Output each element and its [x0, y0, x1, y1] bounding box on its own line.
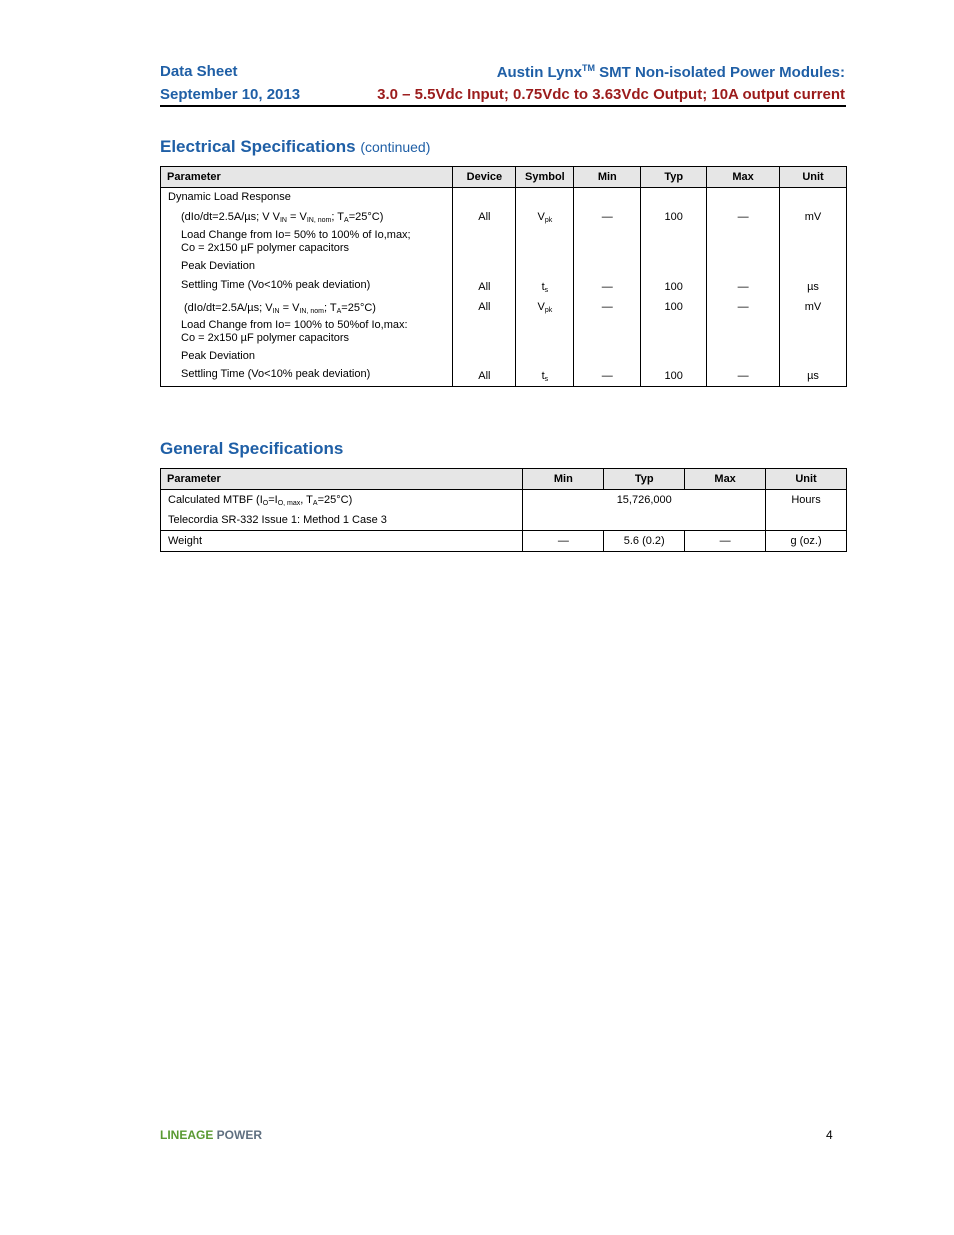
mtbf-unit-cell: [766, 490, 847, 531]
col-header-max: Max: [685, 469, 766, 490]
page-number: 4: [826, 1128, 833, 1142]
mtbf-value-cell: [523, 490, 766, 531]
col-header-max: Max: [707, 167, 780, 188]
doc-date: September 10, 2013: [160, 86, 301, 103]
col-header-min: Min: [523, 469, 604, 490]
param-condition-2: (dIo/dt=2.5A/µs; $V_{IN} = V_{IN, nom}$; $T_A=25^\circ C$): [184, 302, 376, 315]
mtbf-parameter-cell: [161, 490, 523, 531]
min-cell: [574, 188, 641, 387]
param-load-1b: Co = 2x150 µF polymer capacitors: [181, 242, 350, 254]
col-header-unit: Unit: [780, 167, 847, 188]
max-value: —: [737, 301, 749, 313]
symbol-value: $V_{pk}$: [537, 211, 553, 224]
electrical-spec-table: [160, 166, 847, 387]
electrical-section-title: Electrical Specifications (continued): [160, 137, 431, 156]
max-cell: [707, 188, 780, 387]
col-header-min: Min: [574, 167, 641, 188]
min-value: —: [601, 211, 613, 223]
footer-brand-lineage: LINEAGE: [160, 1128, 214, 1142]
general-spec-table: [160, 468, 847, 552]
weight-unit-cell: [766, 531, 847, 552]
unit-value: µs: [807, 281, 819, 293]
device-cell: [453, 188, 516, 387]
product-title: Austin Lynx™ SMT Non-isolated Power Modules:: [496, 63, 845, 81]
mtbf-label: Calculated MTBF ($I_O=I_{O, max}$, $T_A=25^\circ C$): [168, 494, 353, 507]
footer-brand-power: POWER: [213, 1128, 263, 1142]
table-row: [161, 490, 847, 531]
general-section-title: General Specifications: [160, 439, 344, 458]
parameter-cell: [161, 188, 453, 387]
mtbf-typ-value: 15,726,000: [616, 494, 672, 506]
device-value: All: [478, 301, 491, 313]
unit-value: µs: [807, 370, 819, 382]
symbol-value: $t_s$: [541, 281, 549, 294]
col-header-parameter: Parameter: [161, 469, 523, 490]
symbol-value: $t_s$: [541, 370, 549, 383]
param-peak-1: Peak Deviation: [181, 260, 255, 272]
col-header-device: Device: [453, 167, 516, 188]
table-row: [161, 531, 847, 552]
doc-type: Data Sheet: [160, 63, 238, 80]
footer-brand: [160, 1128, 262, 1142]
weight-min: —: [557, 535, 569, 547]
symbol-cell: [516, 188, 574, 387]
typ-cell: [641, 188, 707, 387]
device-value: All: [478, 281, 491, 293]
col-header-parameter: Parameter: [161, 167, 453, 188]
weight-parameter-cell: [161, 531, 523, 552]
col-header-symbol: Symbol: [516, 167, 574, 188]
param-load-1a: Load Change from Io= 50% to 100% of Io,max;: [181, 229, 411, 241]
device-value: All: [478, 211, 491, 223]
param-settle-1: Settling Time (Vo<10% peak deviation): [181, 279, 371, 291]
typ-value: 100: [664, 301, 683, 313]
symbol-value: $V_{pk}$: [537, 301, 553, 314]
table-header-row: [161, 167, 847, 188]
weight-max-cell: [685, 531, 766, 552]
header-rule: [160, 105, 846, 107]
max-value: —: [737, 370, 749, 382]
weight-typ: 5.6 (0.2): [623, 535, 665, 547]
param-load-2a: Load Change from Io= 100% to 50%of Io,max:: [181, 319, 408, 331]
unit-cell: [780, 188, 847, 387]
product-subtitle: 3.0 – 5.5Vdc Input; 0.75Vdc to 3.63Vdc Output; 10A output current: [377, 86, 845, 103]
device-value: All: [478, 370, 491, 382]
typ-value: 100: [664, 370, 683, 382]
table-row: [161, 188, 847, 387]
col-header-unit: Unit: [766, 469, 847, 490]
min-value: —: [601, 301, 613, 313]
col-header-typ: Typ: [604, 469, 685, 490]
typ-value: 100: [664, 211, 683, 223]
param-condition-1: (dIo/dt=2.5A/µs; V $V_{IN} = V_{IN, nom}$; $T_A=25^\circ C$): [181, 211, 384, 224]
weight-max: —: [719, 535, 731, 547]
weight-min-cell: [523, 531, 604, 552]
unit-value: mV: [804, 301, 822, 313]
max-value: —: [737, 211, 749, 223]
weight-unit: g (oz.): [790, 535, 822, 547]
table-header-row: [161, 469, 847, 490]
mtbf-method: Telecordia SR-332 Issue 1: Method 1 Case 3: [168, 514, 387, 526]
min-value: —: [601, 281, 613, 293]
col-header-typ: Typ: [641, 167, 707, 188]
typ-value: 100: [664, 281, 683, 293]
param-load-2b: Co = 2x150 µF polymer capacitors: [181, 332, 350, 344]
max-value: —: [737, 281, 749, 293]
mtbf-unit: Hours: [791, 494, 821, 506]
weight-label: Weight: [168, 535, 203, 547]
unit-value: mV: [804, 211, 822, 223]
param-settle-2: Settling Time (Vo<10% peak deviation): [181, 368, 371, 380]
param-title: Dynamic Load Response: [168, 191, 291, 203]
weight-typ-cell: [604, 531, 685, 552]
min-value: —: [601, 370, 613, 382]
param-peak-2: Peak Deviation: [181, 350, 255, 362]
